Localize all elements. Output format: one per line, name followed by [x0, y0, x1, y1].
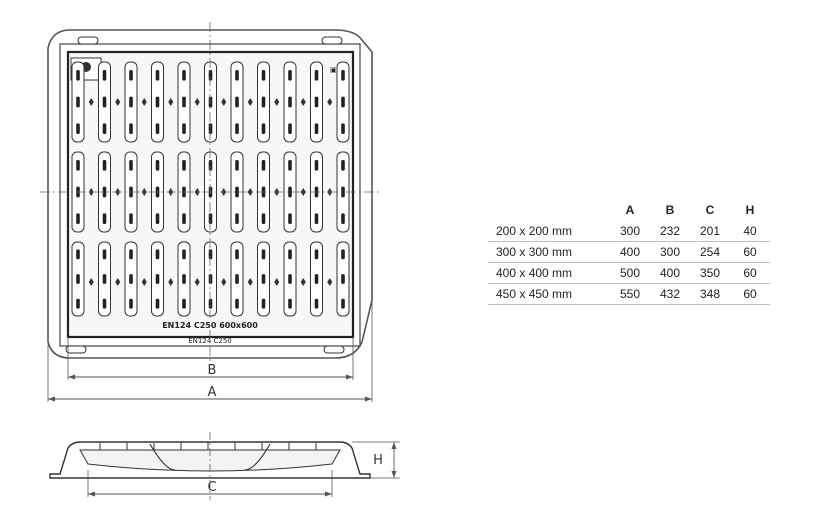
row-h: 60 — [730, 242, 770, 263]
slot-rib — [315, 299, 319, 309]
slot-rib — [129, 123, 133, 134]
slot-rib — [156, 213, 160, 224]
slot-rib — [262, 160, 266, 171]
dim-b-label: B — [207, 363, 217, 378]
slot-rib — [103, 213, 107, 224]
slot-rib — [262, 299, 266, 309]
slot-rib — [103, 249, 107, 259]
slot-rib — [103, 97, 107, 108]
dim-c-arrow-right — [325, 492, 332, 497]
slot-rib — [262, 97, 266, 108]
slot-rib — [76, 249, 80, 259]
dim-b-arrow-left — [68, 375, 75, 380]
frame-marking: EN124 C250 — [188, 337, 232, 345]
slot-rib — [262, 123, 266, 134]
table-row — [488, 242, 770, 263]
row-c: 348 — [690, 284, 730, 305]
slot-rib — [235, 70, 239, 81]
slot-rib — [182, 97, 186, 108]
table-header-row — [488, 203, 770, 221]
table-header-corner — [488, 203, 610, 221]
slot-rib — [156, 160, 160, 171]
dimensions-table — [488, 203, 770, 305]
slot-rib — [156, 274, 160, 284]
slot-rib — [156, 249, 160, 259]
row-h: 60 — [730, 263, 770, 284]
slot-rib — [76, 160, 80, 171]
slot-rib — [341, 299, 345, 309]
slot-rib — [182, 70, 186, 81]
slot-rib — [341, 97, 345, 108]
row-a: 550 — [610, 284, 650, 305]
dim-h-arrow-bottom — [392, 471, 397, 478]
slot-rib — [209, 274, 213, 284]
slot-rib — [262, 249, 266, 259]
slot-rib — [182, 249, 186, 259]
dim-c-arrow-left — [88, 492, 95, 497]
row-h: 60 — [730, 284, 770, 305]
slot-rib — [156, 97, 160, 108]
slot-rib — [341, 274, 345, 284]
slot-rib — [288, 299, 292, 309]
slot-rib — [129, 213, 133, 224]
dim-h-arrow-top — [392, 442, 397, 449]
dim-h-label: H — [373, 453, 383, 468]
row-b: 232 — [650, 221, 690, 242]
slot-rib — [156, 123, 160, 134]
lug-slot-bottom-left — [66, 346, 86, 353]
slot-rib — [315, 160, 319, 171]
dim-a-label: A — [207, 385, 217, 400]
slot-rib — [209, 123, 213, 134]
slot-rib — [129, 249, 133, 259]
row-size: 300 x 300 mm — [488, 242, 610, 263]
slot-rib — [182, 299, 186, 309]
slot-rib — [103, 274, 107, 284]
table-header-b: B — [665, 203, 675, 217]
slot-rib — [235, 274, 239, 284]
slot-rib — [341, 249, 345, 259]
slot-rib — [315, 70, 319, 81]
slot-rib — [288, 97, 292, 108]
slot-rib — [288, 249, 292, 259]
lug-slot-top-right — [322, 37, 342, 44]
slot-rib — [103, 299, 107, 309]
slot-rib — [288, 70, 292, 81]
slot-rib — [209, 70, 213, 81]
table-row — [488, 284, 770, 305]
slot-rib — [182, 274, 186, 284]
slot-rib — [209, 299, 213, 309]
slot-rib — [76, 70, 80, 81]
slot-rib — [156, 70, 160, 81]
row-c: 201 — [690, 221, 730, 242]
table-row — [488, 221, 770, 242]
row-size: 450 x 450 mm — [488, 284, 610, 305]
plate-marking: EN124 C250 600x600 — [162, 321, 258, 330]
table-row — [488, 263, 770, 284]
row-size: 200 x 200 mm — [488, 221, 610, 242]
dim-a-arrow-left — [48, 397, 55, 402]
slot-rib — [209, 249, 213, 259]
slot-rib — [315, 97, 319, 108]
row-a: 500 — [610, 263, 650, 284]
row-size: 400 x 400 mm — [488, 263, 610, 284]
slot-rib — [235, 97, 239, 108]
slot-rib — [341, 70, 345, 81]
dim-c-label: C — [207, 480, 217, 495]
row-c: 254 — [690, 242, 730, 263]
row-b: 400 — [650, 263, 690, 284]
table-header-h: H — [745, 203, 755, 217]
row-b: 432 — [650, 284, 690, 305]
lug-slot-bottom-right — [324, 346, 344, 353]
slot-rib — [341, 123, 345, 134]
slot-rib — [129, 299, 133, 309]
slot-rib — [288, 123, 292, 134]
slot-rib — [129, 70, 133, 81]
slot-rib — [288, 274, 292, 284]
slot-rib — [129, 97, 133, 108]
table-header-a: A — [625, 203, 635, 217]
row-a: 300 — [610, 221, 650, 242]
slot-rib — [76, 123, 80, 134]
row-b: 300 — [650, 242, 690, 263]
slot-rib — [341, 160, 345, 171]
slot-rib — [129, 160, 133, 171]
slot-rib — [235, 160, 239, 171]
slot-rib — [262, 274, 266, 284]
slot-rib — [235, 299, 239, 309]
slot-rib — [103, 70, 107, 81]
slot-rib — [156, 299, 160, 309]
slot-rib — [235, 213, 239, 224]
lug-slot-top-left — [78, 37, 98, 44]
slot-rib — [235, 249, 239, 259]
table-header-c: C — [705, 203, 715, 217]
row-c: 350 — [690, 263, 730, 284]
corner-mark-icon: ▣ — [330, 66, 337, 74]
slot-rib — [288, 160, 292, 171]
slot-rib — [182, 160, 186, 171]
slot-rib — [76, 299, 80, 309]
slot-rib — [103, 160, 107, 171]
slot-rib — [341, 213, 345, 224]
slot-rib — [182, 123, 186, 134]
dim-b-arrow-right — [346, 375, 353, 380]
slot-rib — [209, 213, 213, 224]
slot-rib — [235, 123, 239, 134]
slot-rib — [76, 213, 80, 224]
slot-rib — [129, 274, 133, 284]
slot-rib — [262, 70, 266, 81]
slot-rib — [315, 213, 319, 224]
slot-rib — [209, 97, 213, 108]
slot-rib — [103, 123, 107, 134]
slot-rib — [315, 249, 319, 259]
slot-rib — [315, 123, 319, 134]
slot-rib — [315, 274, 319, 284]
slot-rib — [288, 213, 292, 224]
slot-rib — [209, 160, 213, 171]
dim-a-arrow-right — [365, 397, 372, 402]
row-a: 400 — [610, 242, 650, 263]
slot-rib — [182, 213, 186, 224]
slot-rib — [262, 213, 266, 224]
row-h: 40 — [730, 221, 770, 242]
slot-rib — [76, 97, 80, 108]
slot-rib — [76, 274, 80, 284]
